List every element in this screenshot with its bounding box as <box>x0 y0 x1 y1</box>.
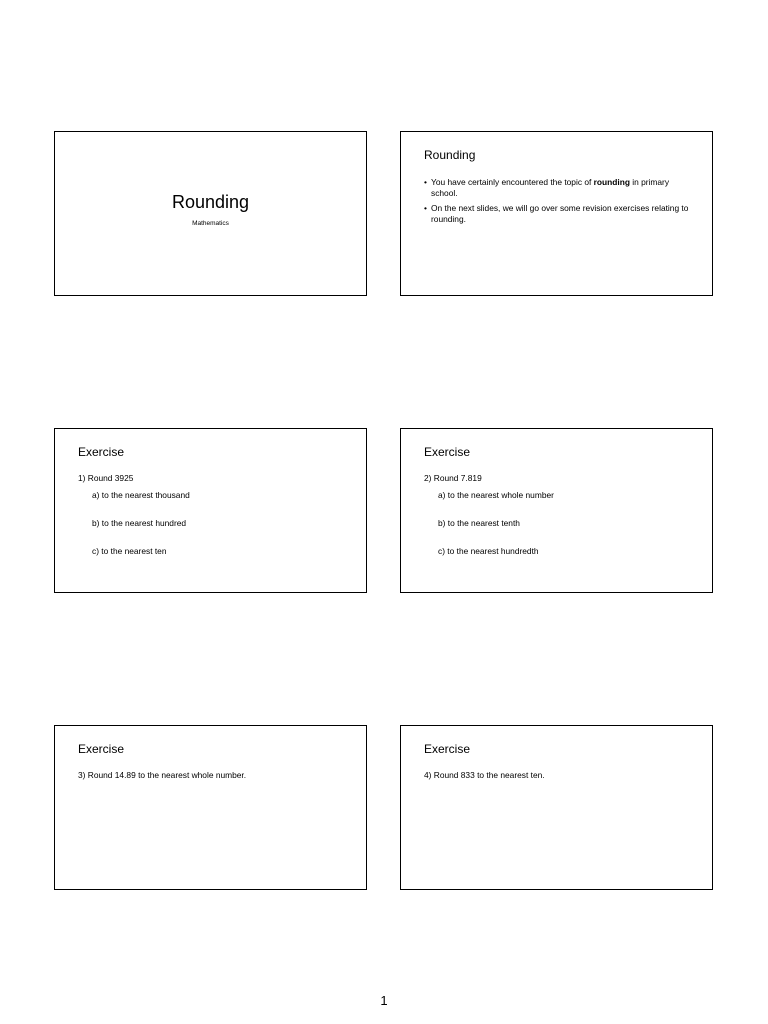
slide-4-exercise <box>400 428 713 593</box>
exercise-part-b: b) to the nearest tenth <box>438 518 520 528</box>
slide-3-exercise <box>54 428 367 593</box>
bullet-text-bold: rounding <box>593 177 630 187</box>
slide-title: Exercise <box>424 445 471 459</box>
slide-5-exercise <box>54 725 367 890</box>
bullet-item <box>424 203 689 224</box>
slide-title: Exercise <box>424 742 471 756</box>
bullet-text: On the next slides, we will go over some revision exercises relating to rounding. <box>431 203 689 224</box>
exercise-question: 4) Round 833 to the nearest ten. <box>424 770 545 780</box>
exercise-part-c: c) to the nearest hundredth <box>438 546 539 556</box>
exercise-part-b: b) to the nearest hundred <box>92 518 187 528</box>
slide-2-intro <box>400 131 713 296</box>
bullet-text-pre: You have certainly encountered the topic of <box>431 177 594 187</box>
slide-6-exercise <box>400 725 713 890</box>
exercise-part-c: c) to the nearest ten <box>92 546 167 556</box>
slide-title: Exercise <box>78 742 125 756</box>
bullet-icon: • <box>424 177 427 187</box>
exercise-question: 1) Round 3925 <box>78 473 134 483</box>
bullet-text-post: in primary school. <box>431 177 670 198</box>
exercise-part-a: a) to the nearest whole number <box>438 490 554 500</box>
slide-subtitle: Mathematics <box>192 220 229 227</box>
page-number: 1 <box>380 993 388 1008</box>
slide-title: Rounding <box>424 148 476 162</box>
exercise-question: 3) Round 14.89 to the nearest whole number. <box>78 770 247 780</box>
slide-1-title <box>54 131 367 296</box>
bullet-list <box>424 177 689 229</box>
exercise-question: 2) Round 7.819 <box>424 473 482 483</box>
slide-title: Exercise <box>78 445 125 459</box>
exercise-part-a: a) to the nearest thousand <box>92 490 190 500</box>
slide-title: Rounding <box>171 192 250 212</box>
bullet-icon: • <box>424 203 427 213</box>
bullet-item <box>424 177 689 198</box>
